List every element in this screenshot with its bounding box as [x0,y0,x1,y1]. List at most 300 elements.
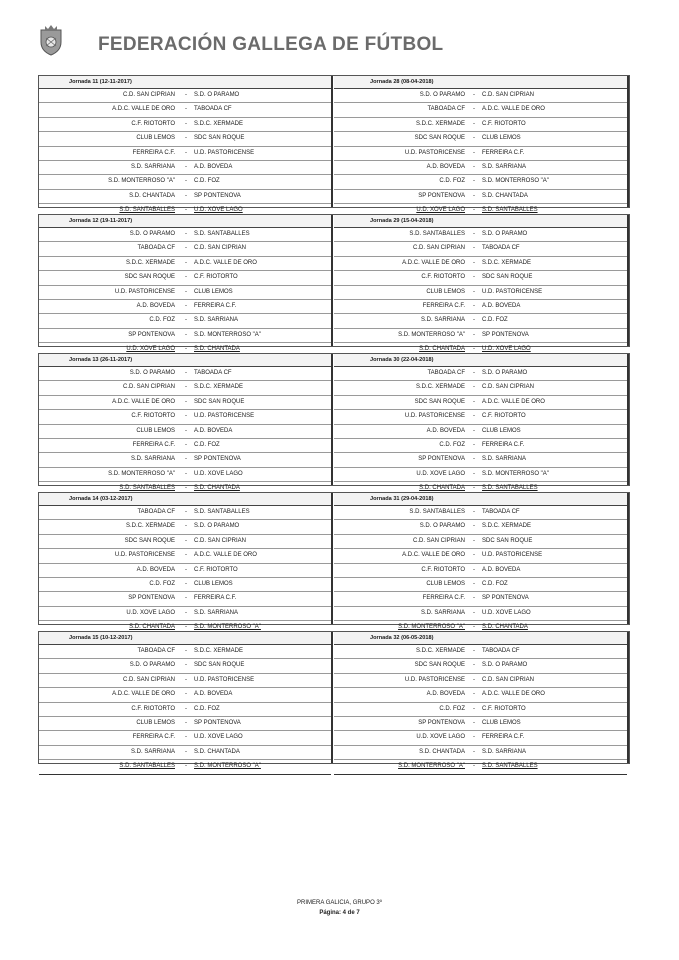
away-team: S.D. SARRIANA [194,609,239,616]
home-team: FERREIRA C.F. [422,595,465,602]
match-separator: - [185,317,187,324]
match-separator: - [473,192,475,199]
match-row [39,381,331,395]
match-separator: - [185,192,187,199]
match-separator: - [185,245,187,252]
match-row [334,659,627,673]
home-team: C.F. RIOTORTO [421,566,465,573]
home-team: S.D. MONTERROSO "A" [108,178,175,185]
match-separator: - [185,149,187,156]
match-row [334,314,627,328]
match-separator: - [473,595,475,602]
match-row [39,89,331,103]
away-team: SDC SAN ROQUE [482,537,533,544]
match-separator: - [185,413,187,420]
home-team: S.D.C. XERMADE [125,523,175,530]
match-row [39,760,331,774]
match-separator: - [473,691,475,698]
away-team: C.D. FOZ [194,178,220,185]
match-row [39,645,331,659]
home-team: SDC SAN ROQUE [414,662,465,669]
away-team: U.D. PASTORICENSE [482,288,543,295]
match-row [39,410,331,424]
home-team: S.D. CHANTADA [129,192,175,199]
jornada-title: Jornada 29 (15-04-2018) [334,215,627,228]
match-row [334,564,627,578]
away-team: S.D.C. XERMADE [482,523,532,530]
away-team: U.D. XOVE LAGO [194,470,243,477]
match-separator: - [185,384,187,391]
home-team: U.D. PASTORICENSE [114,552,175,559]
away-team: S.D. CHANTADA [482,624,528,631]
home-team: C.D. FOZ [439,178,465,185]
match-separator: - [185,207,187,214]
home-team: FERREIRA C.F. [132,149,175,156]
home-team: U.D. PASTORICENSE [114,288,175,295]
home-team: S.D. CHANTADA [419,485,465,492]
away-team: SDC SAN ROQUE [482,274,533,281]
home-team: S.D.C. XERMADE [125,259,175,266]
away-team: S.D. SARRIANA [482,748,527,755]
home-team: S.D.C. XERMADE [415,120,465,127]
match-separator: - [185,523,187,530]
away-team: S.D. MONTERROSO "A" [482,178,549,185]
match-row [334,578,627,592]
page-footer [0,898,679,918]
away-team: TABOADA CF [194,370,232,376]
match-row [39,703,331,717]
home-team: FERREIRA C.F. [132,734,175,741]
match-row [39,592,331,606]
match-separator: - [185,719,187,726]
jornada-title: Jornada 32 (06-05-2018) [334,632,627,645]
match-separator: - [185,106,187,113]
home-team: C.F. RIOTORTO [421,274,465,281]
home-team: S.D. CHANTADA [419,346,465,353]
home-team: SP PONTENOVA [128,595,175,602]
away-team: C.F. RIOTORTO [482,705,526,712]
match-separator: - [185,274,187,281]
match-separator: - [185,120,187,127]
away-team: SP PONTENOVA [482,331,529,338]
match-separator: - [185,427,187,434]
page-header [38,24,638,60]
away-team: S.D. SARRIANA [482,456,527,463]
away-team: S.D. O PARAMO [482,231,528,237]
match-row [39,659,331,673]
home-team: CLUB LEMOS [136,719,175,726]
fixture-block [38,492,630,631]
away-team: FERREIRA C.F. [482,441,525,448]
match-separator: - [473,648,475,654]
match-row [39,300,331,314]
home-team: A.D.C. VALLE DE ORO [402,552,465,559]
match-row [39,161,331,175]
match-separator: - [473,302,475,309]
home-team: S.D. SARRIANA [130,163,175,170]
away-team: S.D. MONTERROSO "A" [194,624,261,631]
match-separator: - [473,441,475,448]
match-separator: - [185,92,187,98]
away-team: S.D. MONTERROSO "A" [194,763,261,770]
away-team: FERREIRA C.F. [482,734,525,741]
away-team: TABOADA CF [482,648,520,654]
match-separator: - [185,441,187,448]
home-team: A.D. BOVEDA [136,566,175,573]
away-team: TABOADA CF [482,509,520,515]
away-team: U.D. PASTORICENSE [482,552,543,559]
home-team: A.D. BOVEDA [426,163,465,170]
away-team: S.D. SANTABALLES [482,485,538,492]
match-separator: - [473,259,475,266]
match-separator: - [473,748,475,755]
away-team: SDC SAN ROQUE [194,135,245,142]
home-team: SP PONTENOVA [418,456,465,463]
away-team: S.D. SANTABALLES [194,509,250,515]
home-team: SDC SAN ROQUE [124,274,175,281]
away-team: U.D. PASTORICENSE [194,676,255,683]
match-row [334,175,627,189]
match-separator: - [185,509,187,515]
match-separator: - [185,178,187,185]
match-row [334,132,627,146]
home-team: S.D. CHANTADA [419,748,465,755]
match-row [334,367,627,381]
away-team: TABOADA CF [482,245,520,252]
away-team: C.D. FOZ [194,441,220,448]
home-team: A.D.C. VALLE DE ORO [402,259,465,266]
match-row [334,396,627,410]
jornada-column-right [334,76,629,214]
match-separator: - [473,245,475,252]
match-row [39,175,331,189]
match-separator: - [473,149,475,156]
match-separator: - [185,231,187,237]
match-separator: - [185,537,187,544]
away-team: SP PONTENOVA [482,595,529,602]
match-row [39,103,331,117]
match-row [39,468,331,482]
away-team: C.D. SAN CIPRIAN [194,537,247,544]
match-row [334,746,627,760]
match-row [334,118,627,132]
home-team: U.D. XOVE LAGO [416,207,465,214]
jornada-title: Jornada 13 (26-11-2017) [39,354,331,367]
away-team: SDC SAN ROQUE [194,398,245,405]
match-row [334,190,627,204]
home-team: S.D. MONTERROSO "A" [398,624,465,631]
match-row [334,674,627,688]
home-team: C.D. SAN CIPRIAN [122,92,175,98]
match-separator: - [473,398,475,405]
home-team: S.D. CHANTADA [129,624,175,631]
away-team: U.D. XOVE LAGO [482,346,531,353]
home-team: S.D. SANTABALLES [409,509,465,515]
match-separator: - [473,288,475,295]
away-team: C.D. SAN CIPRIAN [482,676,535,683]
home-team: S.D. O PARAMO [419,92,465,98]
match-separator: - [185,288,187,295]
jornada-column-left [39,493,333,631]
match-row [39,520,331,534]
match-row [334,161,627,175]
home-team: S.D. SANTABALLES [409,231,465,237]
match-separator: - [185,398,187,405]
match-separator: - [185,135,187,142]
jornada-column-left [39,632,333,770]
match-row [39,271,331,285]
match-separator: - [185,691,187,698]
match-row [334,286,627,300]
match-separator: - [473,662,475,669]
page-title: FEDERACIÓN GALLEGA DE FÚTBOL [98,34,444,55]
away-team: C.F. RIOTORTO [194,566,238,573]
match-separator: - [185,370,187,376]
match-row [334,506,627,520]
away-team: CLUB LEMOS [194,288,233,295]
match-separator: - [185,748,187,755]
home-team: A.D.C. VALLE DE ORO [112,398,175,405]
away-team: A.D. BOVEDA [194,427,233,434]
home-team: S.D.C. XERMADE [415,648,465,654]
away-team: CLUB LEMOS [194,580,233,587]
match-separator: - [473,135,475,142]
home-team: S.D.C. XERMADE [415,384,465,391]
away-team: S.D.C. XERMADE [482,259,532,266]
match-separator: - [185,662,187,669]
match-row [39,242,331,256]
match-row [39,746,331,760]
match-separator: - [185,302,187,309]
home-team: CLUB LEMOS [136,135,175,142]
home-team: C.D. FOZ [149,580,175,587]
home-team: S.D. O PARAMO [419,523,465,530]
away-team: S.D. SARRIANA [194,317,239,324]
match-row [39,314,331,328]
jornada-column-left [39,215,333,353]
match-separator: - [185,676,187,683]
home-team: FERREIRA C.F. [422,302,465,309]
match-separator: - [185,609,187,616]
away-team: SP PONTENOVA [194,192,241,199]
away-team: A.D.C. VALLE DE ORO [482,106,545,113]
home-team: CLUB LEMOS [426,288,465,295]
group-label: PRIMERA GALICIA, GRUPO 3º [297,900,382,906]
home-team: S.D. SANTABALLES [119,485,175,492]
match-row [334,549,627,563]
away-team: U.D. PASTORICENSE [194,413,255,420]
away-team: SP PONTENOVA [194,456,241,463]
match-row [334,381,627,395]
page-number: Página: 4 de 7 [319,910,360,916]
away-team: A.D. BOVEDA [194,163,233,170]
match-row [39,257,331,271]
away-team: FERREIRA C.F. [194,302,237,309]
away-team: C.D. SAN CIPRIAN [194,245,247,252]
away-team: U.D. XOVE LAGO [194,207,243,214]
match-separator: - [185,346,187,353]
match-row [334,645,627,659]
home-team: S.D. SARRIANA [130,456,175,463]
home-team: S.D. SARRIANA [420,317,465,324]
away-team: S.D. O PARAMO [482,370,528,376]
away-team: CLUB LEMOS [482,135,521,142]
match-separator: - [185,734,187,741]
fixture-block [38,353,630,492]
match-separator: - [473,580,475,587]
match-separator: - [473,346,475,353]
away-team: A.D.C. VALLE DE ORO [194,552,257,559]
match-row [334,103,627,117]
match-separator: - [473,705,475,712]
jornada-title: Jornada 31 (29-04-2018) [334,493,627,506]
match-separator: - [473,763,475,770]
match-separator: - [185,763,187,770]
home-team: SP PONTENOVA [418,719,465,726]
match-separator: - [473,470,475,477]
home-team: U.D. PASTORICENSE [404,413,465,420]
match-separator: - [185,456,187,463]
jornada-title: Jornada 11 (12-11-2017) [39,76,331,89]
match-separator: - [473,92,475,98]
match-separator: - [473,163,475,170]
away-team: C.D. SAN CIPRIAN [482,384,535,391]
match-row [334,147,627,161]
match-row [39,453,331,467]
match-row [39,535,331,549]
match-row [39,228,331,242]
home-team: S.D. SARRIANA [130,748,175,755]
home-team: C.D. FOZ [149,317,175,324]
home-team: A.D. BOVEDA [426,427,465,434]
match-row [39,190,331,204]
away-team: S.D. O PARAMO [482,662,528,669]
home-team: C.F. RIOTORTO [131,413,175,420]
match-row [39,425,331,439]
match-row [39,674,331,688]
match-row [334,592,627,606]
jornada-title: Jornada 28 (08-04-2018) [334,76,627,89]
away-team: C.D. SAN CIPRIAN [482,92,535,98]
match-row [334,89,627,103]
match-row [334,329,627,343]
match-row [334,760,627,774]
home-team: U.D. XOVE LAGO [126,346,175,353]
away-team: U.D. XOVE LAGO [482,609,531,616]
match-row [334,731,627,745]
match-separator: - [185,163,187,170]
match-separator: - [473,719,475,726]
match-separator: - [473,609,475,616]
away-team: S.D.C. XERMADE [194,384,244,391]
match-row [334,453,627,467]
match-row [39,329,331,343]
match-row [39,549,331,563]
away-team: C.D. FOZ [482,580,508,587]
fixture-block [38,631,630,770]
match-row [334,468,627,482]
home-team: TABOADA CF [137,509,175,515]
match-row [334,717,627,731]
match-separator: - [473,413,475,420]
home-team: A.D. BOVEDA [426,691,465,698]
home-team: TABOADA CF [427,106,465,113]
match-separator: - [473,456,475,463]
home-team: A.D.C. VALLE DE ORO [112,691,175,698]
away-team: SP PONTENOVA [194,719,241,726]
away-team: S.D. CHANTADA [194,346,240,353]
match-separator: - [185,705,187,712]
away-team: S.D. O PARAMO [194,92,240,98]
home-team: SDC SAN ROQUE [414,398,465,405]
away-team: TABOADA CF [194,106,232,113]
away-team: S.D. CHANTADA [194,485,240,492]
home-team: S.D. SARRIANA [420,609,465,616]
away-team: A.D. BOVEDA [482,302,521,309]
match-row [39,717,331,731]
match-separator: - [473,317,475,324]
away-team: U.D. PASTORICENSE [194,149,255,156]
match-separator: - [185,566,187,573]
home-team: U.D. PASTORICENSE [404,149,465,156]
match-row [39,147,331,161]
home-team: U.D. XOVE LAGO [416,470,465,477]
match-row [334,425,627,439]
match-separator: - [185,331,187,338]
match-row [334,535,627,549]
away-team: U.D. XOVE LAGO [194,734,243,741]
match-row [334,703,627,717]
match-row [334,439,627,453]
match-separator: - [473,274,475,281]
match-row [334,520,627,534]
match-separator: - [473,485,475,492]
away-team: S.D. CHANTADA [482,192,528,199]
match-row [39,578,331,592]
home-team: CLUB LEMOS [136,427,175,434]
jornada-column-right [334,354,629,492]
home-team: S.D. O PARAMO [129,662,175,669]
home-team: S.D. O PARAMO [129,370,175,376]
match-row [39,564,331,578]
match-separator: - [473,120,475,127]
jornada-column-right [334,632,629,770]
match-row [39,688,331,702]
match-separator: - [473,384,475,391]
away-team: C.F. RIOTORTO [482,413,526,420]
home-team: C.D. SAN CIPRIAN [122,676,175,683]
away-team: CLUB LEMOS [482,719,521,726]
home-team: C.D. SAN CIPRIAN [412,245,465,252]
home-team: A.D. BOVEDA [136,302,175,309]
away-team: C.D. FOZ [482,317,508,324]
match-separator: - [473,537,475,544]
match-separator: - [473,676,475,683]
match-row [39,607,331,621]
jornada-title: Jornada 15 (10-12-2017) [39,632,331,645]
match-row [334,242,627,256]
home-team: S.D. SANTABALLES [119,763,175,770]
match-separator: - [185,624,187,631]
home-team: TABOADA CF [137,648,175,654]
away-team: C.F. RIOTORTO [482,120,526,127]
home-team: C.D. SAN CIPRIAN [412,537,465,544]
jornada-column-right [334,215,629,353]
match-row [39,396,331,410]
home-team: U.D. XOVE LAGO [126,609,175,616]
match-row [39,286,331,300]
fixture-block [38,214,630,353]
